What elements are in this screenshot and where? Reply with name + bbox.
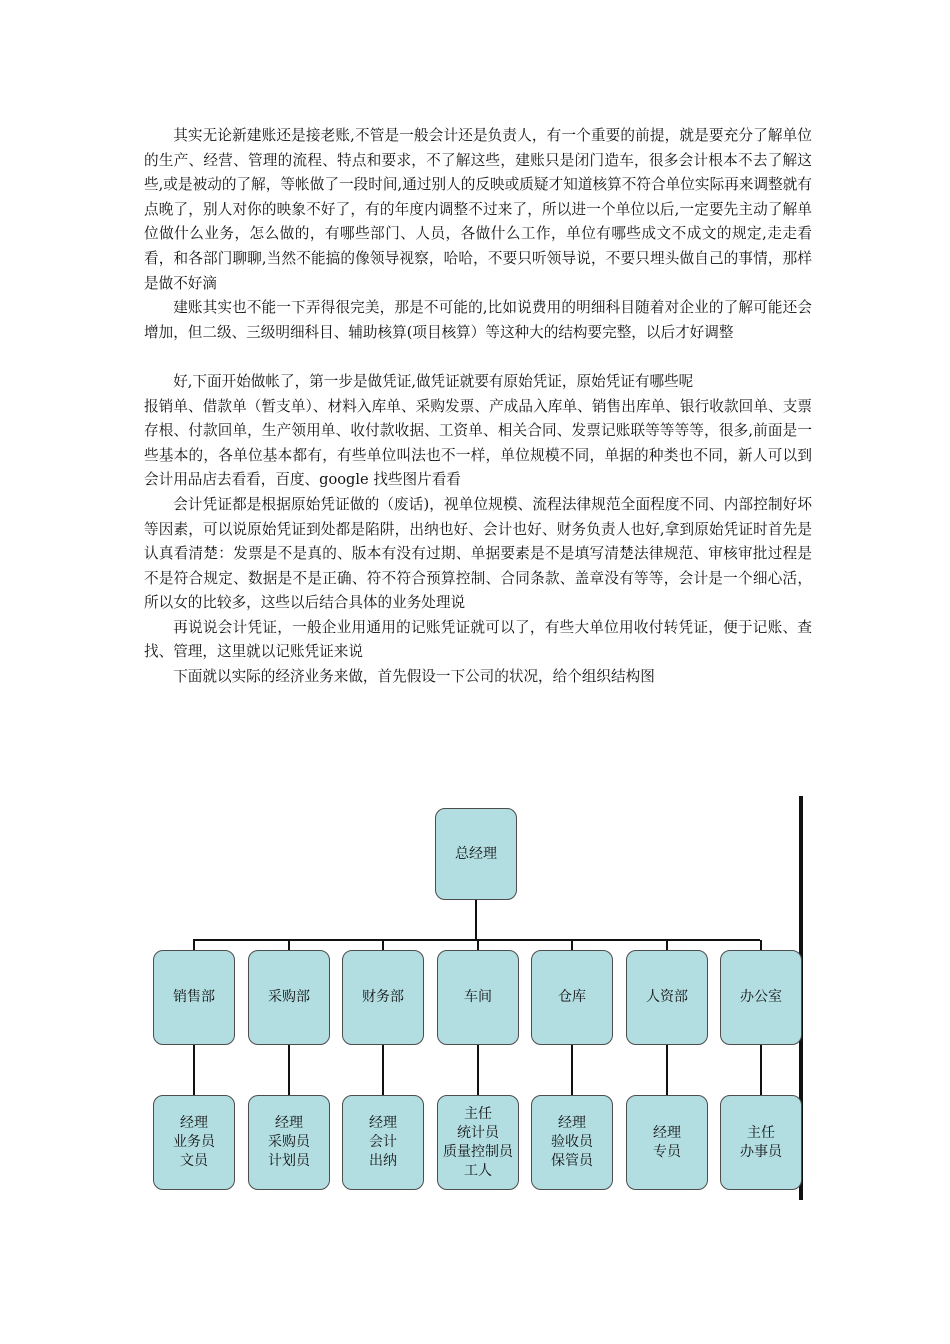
paragraph-1: 其实无论新建账还是接老账,不管是一般会计还是负责人，有一个重要的前提，就是要充分了解单位的生产、经营、管理的流程、特点和要求，不了解这些，建账只是闭门造车，很多会计根本不去了解这些,或是被动的了解，等帐做了一段时间,通过别人的反映或质疑才知道核算不符合单位实际再来调整就有点晚了，别人对你的映象不好了，有的年度内调整不过来了，所以进一个单位以后,一定要先主动了解单位做什么业务，怎么做的，有哪些部门、人员，各做什么工作，单位有哪些成文不成文的规定,走走看看，和各部门聊聊,当然不能搞的像领导视察，哈哈，不要只听领导说，不要只埋头做自己的事情，那样是做不好滴 bbox=[144, 127, 812, 292]
org-box-staff bbox=[531, 1095, 613, 1190]
org-box-top bbox=[435, 808, 517, 900]
connector-staff-4 bbox=[571, 1045, 573, 1095]
connector-staff-2 bbox=[382, 1045, 384, 1095]
staff-label: 主任 办事员 bbox=[740, 1124, 782, 1160]
department-label: 财务部 bbox=[362, 989, 404, 1005]
department-label: 办公室 bbox=[740, 989, 782, 1005]
org-box-department bbox=[531, 950, 613, 1045]
department-label: 仓库 bbox=[558, 989, 586, 1005]
staff-label: 主任 统计员 质量控制员 工人 bbox=[443, 1105, 513, 1179]
paragraph-6: 再说说会计凭证，一般企业用通用的记账凭证就可以了，有些大单位用收付转凭证，便于记账、查找、管理，这里就以记账凭证来说 bbox=[144, 618, 812, 661]
connector-staff-0 bbox=[193, 1045, 195, 1095]
page-right-rule bbox=[799, 796, 803, 1200]
connector-dept-6 bbox=[760, 940, 762, 950]
department-label: 销售部 bbox=[173, 989, 215, 1005]
staff-label: 经理 会计 出纳 bbox=[369, 1115, 397, 1169]
paragraph-4: 报销单、借款单（暂支单）、材料入库单、采购发票、产成品入库单、销售出库单、银行收款回单、支票存根、付款回单，生产领用单、收付款收据、工资单、相关合同、发票记账联等等等等，很多,前面是一些基本的，各单位基本都有，有些单位叫法也不一样，单位规模不同，单据的种类也不同，新人可以到会计用品店去看看，百度、google 找些图片看看 bbox=[144, 397, 812, 489]
org-box-department bbox=[437, 950, 519, 1045]
org-box-department bbox=[248, 950, 330, 1045]
org-box-department bbox=[153, 950, 235, 1045]
org-box-department bbox=[720, 950, 802, 1045]
paragraph-3: 好,下面开始做帐了，第一步是做凭证,做凭证就要有原始凭证，原始凭证有哪些呢 bbox=[173, 372, 694, 390]
connector-staff-5 bbox=[666, 1045, 668, 1095]
org-box-department bbox=[626, 950, 708, 1045]
paragraph-5: 会计凭证都是根据原始凭证做的（废话)，视单位规模、流程法律规范全面程度不同、内部控制好坏等因素，可以说原始凭证到处都是陷阱，出纳也好、会计也好、财务负责人也好,拿到原始凭证时首先是认真看清楚：发票是不是真的、版本有没有过期、单据要素是不是填写清楚法律规范、审核审批过程是不是符合规定、数据是不是正确、符不符合预算控制、合同条款、盖章没有等等，会计是一个细心活，所以女的比较多，这些以后结合具体的业务处理说 bbox=[144, 495, 812, 612]
department-label: 车间 bbox=[464, 989, 492, 1005]
paragraph-7: 下面就以实际的经济业务来做，首先假设一下公司的状况，给个组织结构图 bbox=[173, 668, 655, 686]
org-box-staff bbox=[626, 1095, 708, 1190]
staff-label: 经理 验收员 保管员 bbox=[551, 1115, 593, 1169]
connector-dept-3 bbox=[477, 940, 479, 950]
connector-dept-5 bbox=[666, 940, 668, 950]
department-label: 人资部 bbox=[646, 989, 688, 1005]
staff-label: 经理 业务员 文员 bbox=[173, 1115, 215, 1169]
connector-dept-1 bbox=[288, 940, 290, 950]
connector-dept-2 bbox=[382, 940, 384, 950]
connector-top bbox=[475, 900, 477, 940]
department-label: 采购部 bbox=[268, 989, 310, 1005]
connector-bus bbox=[193, 939, 760, 941]
connector-dept-0 bbox=[193, 940, 195, 950]
org-box-department bbox=[342, 950, 424, 1045]
org-box-staff bbox=[437, 1095, 519, 1190]
org-box-staff bbox=[342, 1095, 424, 1190]
staff-label: 经理 采购员 计划员 bbox=[268, 1115, 310, 1169]
org-top-label: 总经理 bbox=[455, 845, 497, 862]
org-box-staff bbox=[153, 1095, 235, 1190]
paragraph-blank bbox=[144, 345, 812, 370]
connector-staff-1 bbox=[288, 1045, 290, 1095]
connector-staff-6 bbox=[760, 1045, 762, 1095]
org-box-staff bbox=[720, 1095, 802, 1190]
paragraph-2: 建账其实也不能一下弄得很完美，那是不可能的,比如说费用的明细科目随着对企业的了解可能还会增加，但二级、三级明细科目、辅助核算(项目核算）等这种大的结构要完整，以后才好调整 bbox=[144, 299, 812, 341]
staff-label: 经理 专员 bbox=[653, 1124, 681, 1160]
connector-staff-3 bbox=[477, 1045, 479, 1095]
connector-dept-4 bbox=[571, 940, 573, 950]
org-box-staff bbox=[248, 1095, 330, 1190]
body-text bbox=[144, 124, 812, 690]
